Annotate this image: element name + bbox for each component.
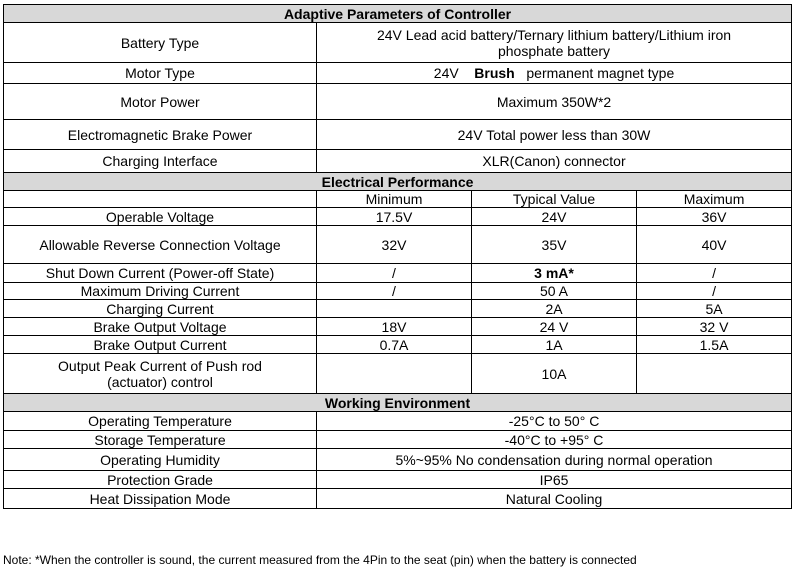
cell-typ: 35V <box>472 226 637 264</box>
cell-typ: 10A <box>472 354 637 394</box>
table-row <box>4 412 792 431</box>
cell-max: 1.5A <box>637 336 792 354</box>
table-row <box>4 471 792 489</box>
cell-min: 18V <box>317 318 472 336</box>
cell-max: 36V <box>637 208 792 226</box>
row-label: Operable Voltage <box>4 208 317 226</box>
table-row <box>4 63 792 84</box>
row-value: 24V Total power less than 30W <box>317 120 792 150</box>
table-row <box>4 150 792 173</box>
cell-min <box>317 300 472 318</box>
row-label: Charging Interface <box>4 150 317 173</box>
table-row <box>4 84 792 120</box>
column-header-row <box>4 191 792 208</box>
cell-min: / <box>317 283 472 300</box>
table-row <box>4 354 792 394</box>
table-row <box>4 489 792 509</box>
row-value <box>317 63 792 84</box>
row-label: Electromagnetic Brake Power <box>4 120 317 150</box>
row-value: 24V Lead acid battery/Ternary lithium battery/Lithium iron phosphate battery <box>317 23 792 63</box>
value-suffix: permanent magnet type <box>526 65 675 81</box>
row-value: XLR(Canon) connector <box>317 150 792 173</box>
cell-max: / <box>637 264 792 283</box>
row-label: Storage Temperature <box>4 431 317 449</box>
cell-min <box>317 354 472 394</box>
table-row <box>4 431 792 449</box>
table-row <box>4 208 792 226</box>
row-label: Maximum Driving Current <box>4 283 317 300</box>
row-label: Operating Humidity <box>4 449 317 471</box>
row-label: Brake Output Voltage <box>4 318 317 336</box>
section-header-adaptive <box>4 5 792 23</box>
column-header-min: Minimum <box>317 191 472 208</box>
footnote: Note: *When the controller is sound, the current measured from the 4Pin to the seat (pin) when the battery is connected <box>3 553 637 567</box>
cell-typ: 50 A <box>472 283 637 300</box>
row-label: Battery Type <box>4 23 317 63</box>
row-label: Motor Type <box>4 63 317 84</box>
value-prefix: 24V <box>433 65 459 81</box>
row-label: Heat Dissipation Mode <box>4 489 317 509</box>
row-label: Shut Down Current (Power-off State) <box>4 264 317 283</box>
row-label: Motor Power <box>4 84 317 120</box>
value-bold: Brush <box>474 65 515 81</box>
row-value: Natural Cooling <box>317 489 792 509</box>
row-label: Output Peak Current of Push rod (actuator) control <box>4 354 317 394</box>
table-row <box>4 23 792 63</box>
row-label: Charging Current <box>4 300 317 318</box>
cell-max: 32 V <box>637 318 792 336</box>
table-row <box>4 120 792 150</box>
row-label: Allowable Reverse Connection Voltage <box>4 226 317 264</box>
cell-max <box>637 354 792 394</box>
cell-typ: 3 mA* <box>472 264 637 283</box>
column-header-empty <box>4 191 317 208</box>
table-row <box>4 264 792 283</box>
row-value: 5%~95% No condensation during normal operation <box>317 449 792 471</box>
cell-typ: 24 V <box>472 318 637 336</box>
spec-table <box>3 4 792 509</box>
cell-max: 5A <box>637 300 792 318</box>
table-row <box>4 283 792 300</box>
row-label: Protection Grade <box>4 471 317 489</box>
section-title: Working Environment <box>4 394 792 412</box>
row-value: Maximum 350W*2 <box>317 84 792 120</box>
cell-max: 40V <box>637 226 792 264</box>
cell-min: 17.5V <box>317 208 472 226</box>
table-row <box>4 226 792 264</box>
section-header-electrical <box>4 173 792 191</box>
cell-typ: 1A <box>472 336 637 354</box>
row-label: Operating Temperature <box>4 412 317 431</box>
section-title: Electrical Performance <box>4 173 792 191</box>
cell-min: / <box>317 264 472 283</box>
table-row <box>4 300 792 318</box>
cell-min: 32V <box>317 226 472 264</box>
row-value: -40°C to +95° C <box>317 431 792 449</box>
cell-min: 0.7A <box>317 336 472 354</box>
section-title: Adaptive Parameters of Controller <box>4 5 792 23</box>
cell-max: / <box>637 283 792 300</box>
cell-typ: 24V <box>472 208 637 226</box>
column-header-max: Maximum <box>637 191 792 208</box>
section-header-environment <box>4 394 792 412</box>
row-value: IP65 <box>317 471 792 489</box>
table-row <box>4 336 792 354</box>
row-value: -25°C to 50° C <box>317 412 792 431</box>
table-row <box>4 449 792 471</box>
column-header-typ: Typical Value <box>472 191 637 208</box>
cell-typ: 2A <box>472 300 637 318</box>
row-label: Brake Output Current <box>4 336 317 354</box>
table-row <box>4 318 792 336</box>
